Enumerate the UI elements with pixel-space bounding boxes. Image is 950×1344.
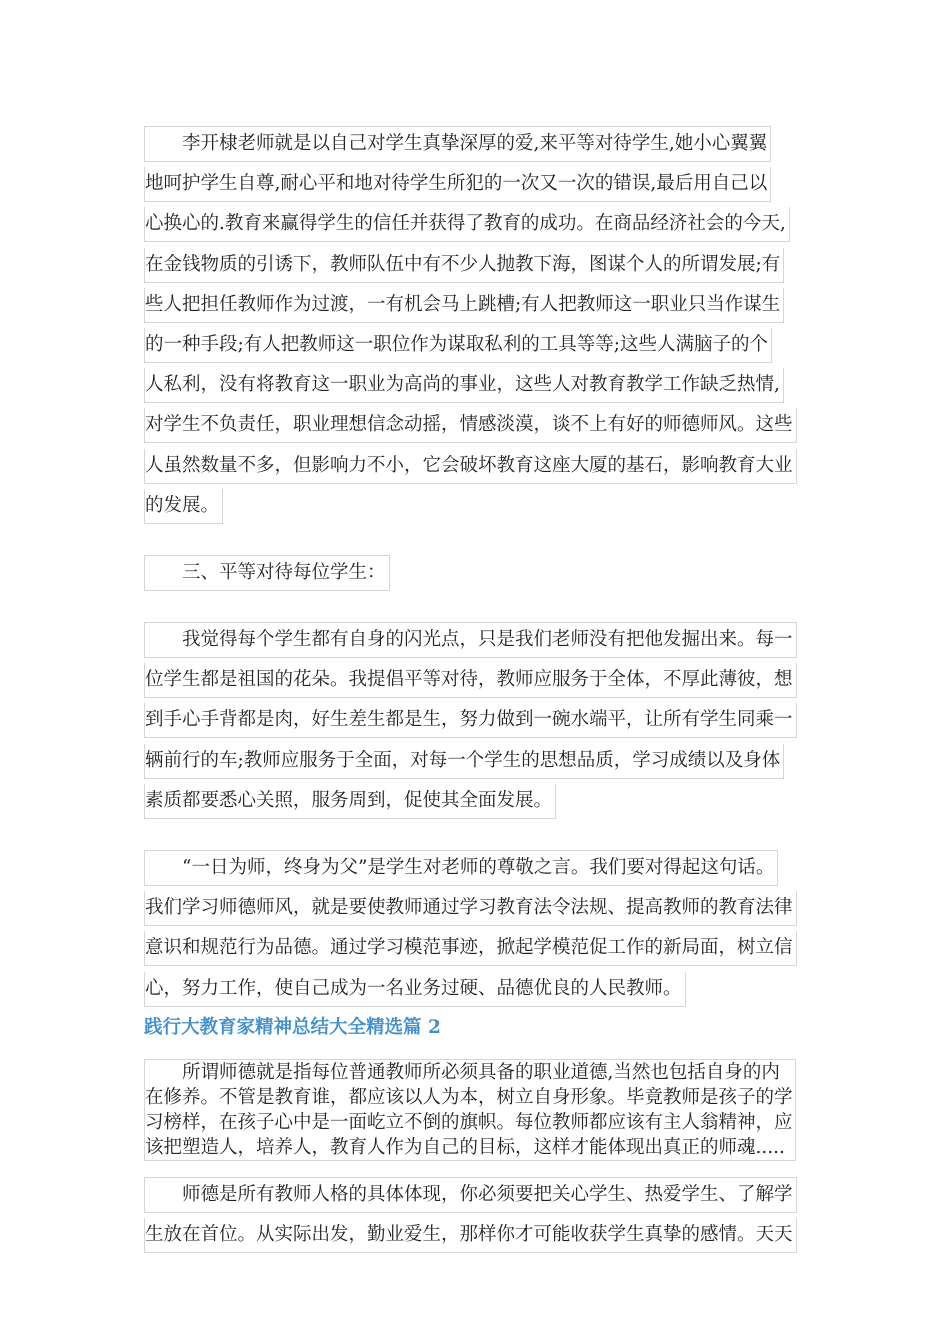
text-line: 所谓师德就是指每位普通教师所必须具备的职业道德,当然也包括自身的内	[145, 1061, 780, 1083]
article-heading: 践行大教育家精神总结大全精选篇 2	[144, 1016, 441, 1038]
text-line: 该把塑造人，培养人，教育人作为自己的目标，这样才能体现出真正的师魂.....	[145, 1136, 785, 1158]
text-line: 三、平等对待每位学生：	[144, 555, 390, 591]
paragraph-equal-treatment	[144, 620, 808, 821]
text-line: 的一种手段;有人把教师这一职位作为谋取私利的工具等等;这些人满脑子的个	[144, 328, 772, 363]
text-line: 师德是所有教师人格的具体体现，你必须要把关心学生、热爱学生、了解学	[144, 1177, 797, 1213]
text-line: 李开棣老师就是以自己对学生真挚深厚的爱,来平等对待学生,她小心翼翼	[144, 126, 771, 162]
paragraph-respect	[144, 848, 808, 1009]
text-line: 些人把担任教师作为过渡，一有机会马上跳槽;有人把教师这一职业只当作谋生	[144, 288, 784, 323]
text-line: 人私利，没有将教育这一职业为高尚的事业，这些人对教育教学工作缺乏热情,	[144, 368, 784, 403]
text-line: 在修养。不管是教育谁，都应该以人为本，树立自身形象。毕竟教师是孩子的学	[145, 1086, 793, 1108]
section-heading-three	[144, 553, 808, 593]
text-line: 人虽然数量不多，但影响力不小，它会破坏教育这座大厦的基石，影响教育大业	[144, 449, 797, 484]
document-page	[144, 124, 808, 1255]
paragraph-teacher-ethics	[144, 1059, 808, 1161]
paragraph-li-kaidi	[144, 124, 808, 526]
text-line: 辆前行的车;教师应服务于全面，对每一个学生的思想品质，学习成绩以及身体	[144, 744, 784, 779]
text-line: 对学生不负责任，职业理想信念动摇，情感淡漠，谈不上有好的师德师风。这些	[144, 408, 797, 443]
text-line: 心，努力工作，使自己成为一名业务过硬、品德优良的人民教师。	[144, 972, 686, 1007]
text-line: 位学生都是祖国的花朵。我提倡平等对待，教师应服务于全体，不厚此薄彼，想	[144, 663, 797, 698]
paragraph-personality	[144, 1175, 808, 1255]
text-line: 的发展。	[144, 489, 223, 524]
text-line: “一日为师，终身为父”是学生对老师的尊敬之言。我们要对得起这句话。	[144, 850, 778, 886]
text-line: 我们学习师德师风，就是要使教师通过学习教育法令法规、提高教师的教育法律	[144, 891, 797, 926]
text-line: 地呵护学生自尊,耐心平和地对待学生所犯的一次又一次的错误,最后用自己以	[144, 167, 771, 202]
text-line: 我觉得每个学生都有自身的闪光点，只是我们老师没有把他发掘出来。每一	[144, 622, 797, 658]
text-line: 到手心手背都是肉，好生差生都是生，努力做到一碗水端平，让所有学生同乘一	[144, 703, 797, 738]
text-line: 在金钱物质的引诱下，教师队伍中有不少人抛教下海，图谋个人的所谓发展;有	[144, 248, 784, 283]
text-line: 心换心的.教育来赢得学生的信任并获得了教育的成功。在商品经济社会的今天,	[144, 207, 790, 242]
text-line: 素质都要悉心关照，服务周到，促使其全面发展。	[144, 784, 556, 819]
text-line: 意识和规范行为品德。通过学习模范事迹，掀起学模范促工作的新局面，树立信	[144, 931, 797, 966]
text-line: 生放在首位。从实际出发，勤业爱生，那样你才可能收获学生真挚的感情。天天	[144, 1218, 797, 1253]
text-line: 习榜样，在孩子心中是一面屹立不倒的旗帜。每位教师都应该有主人翁精神，应	[145, 1111, 793, 1133]
